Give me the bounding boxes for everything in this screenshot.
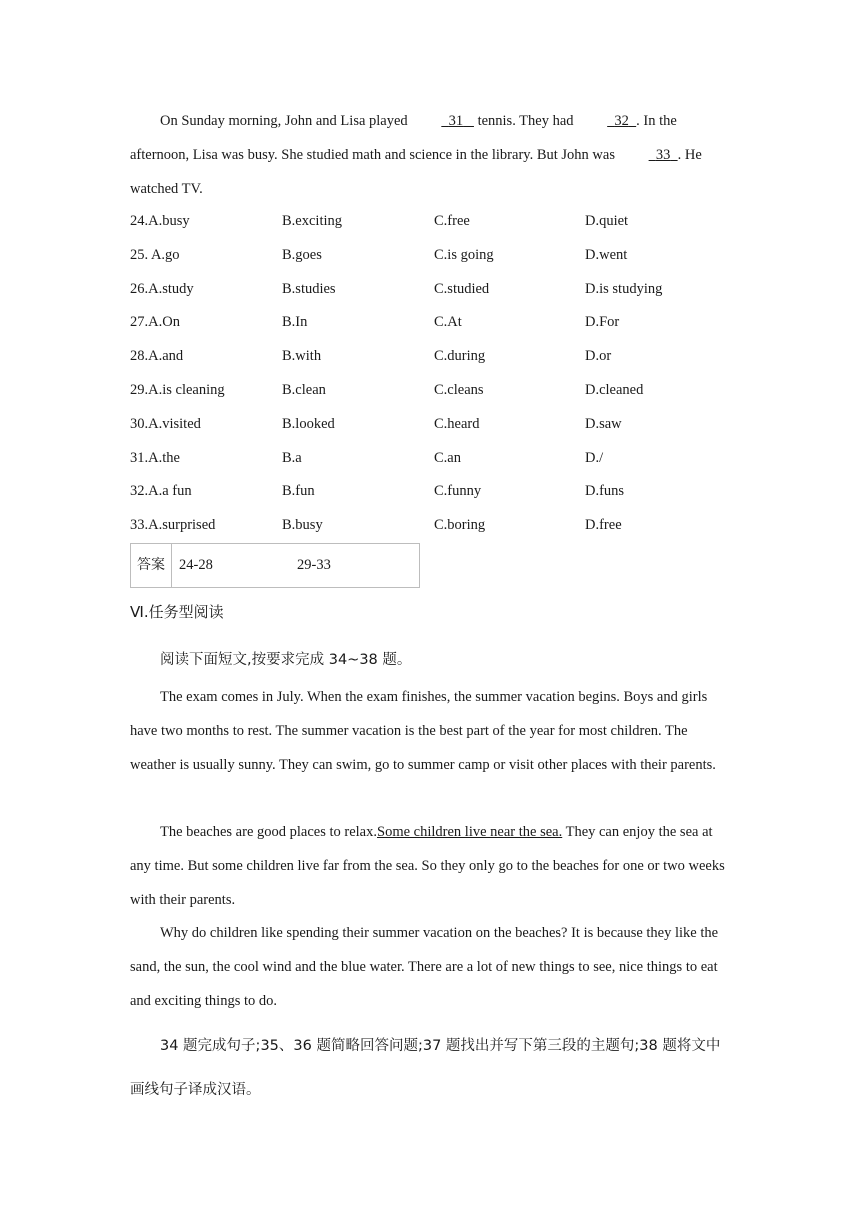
option-row (130, 281, 730, 301)
option-d: D./ (585, 449, 604, 466)
para2-text-before: The beaches are good places to relax. (160, 824, 377, 840)
option-d: D.went (585, 246, 628, 263)
passage-paragraph-2 (130, 815, 730, 917)
option-c: C.free (434, 213, 470, 229)
section-heading: Ⅵ.任务型阅读 (130, 603, 224, 621)
option-c: C.an (434, 449, 461, 466)
option-c: C.studied (434, 280, 490, 297)
option-a: 24.A.busy (130, 213, 190, 229)
option-row (130, 416, 730, 436)
option-b: B.studies (282, 280, 336, 297)
section-instruction: 阅读下面短文,按要求完成 34~38 题。 (160, 652, 412, 668)
option-b: B.fun (282, 483, 315, 500)
option-c: C.cleans (434, 382, 484, 398)
option-a: 29.A.is cleaning (130, 382, 225, 398)
blank-33 (619, 138, 678, 172)
option-row (130, 483, 730, 503)
blank-31 (411, 104, 474, 138)
cloze-text-4: . He watched TV. (130, 147, 702, 197)
option-row (130, 382, 730, 402)
option-b: B.a (282, 449, 302, 466)
option-a: 33.A.surprised (130, 517, 216, 534)
para2-text-after: They can enjoy the sea at any time. But some children live far from the sea. So they only go to the beaches for one or two weeks with their parents. (130, 824, 725, 908)
option-b: B.looked (282, 415, 335, 432)
option-d: D.saw (585, 415, 622, 432)
blank-31-number: 31 (448, 113, 464, 129)
option-b: B.goes (282, 246, 322, 263)
option-c: C.is going (434, 246, 494, 263)
answer-label: 答案 (131, 544, 172, 587)
option-b: B.In (282, 314, 308, 331)
passage-paragraph-3: Why do children like spending their summer vacation on the beaches? It is because they like the sand, the sun, the cool wind and the blue water. There are a lot of new things to see, nice things to eat and exciting things to do. (130, 925, 719, 1009)
blank-32-number: 32 (614, 113, 629, 129)
option-c: C.At (434, 314, 462, 331)
option-b: B.with (282, 348, 322, 365)
option-d: D.free (585, 517, 622, 534)
answer-range-29-33: 29-33 (297, 557, 331, 573)
option-a: 27.A.On (130, 314, 180, 331)
option-row (130, 314, 730, 334)
option-row (130, 213, 730, 233)
option-c: C.during (434, 348, 486, 365)
cloze-text-3: . In the afternoon, Lisa was busy. She studied math and science in the library. But John was (130, 113, 677, 163)
option-c: C.funny (434, 483, 482, 500)
cloze-text-2: tennis. They had (473, 113, 578, 129)
cloze-paragraph (130, 104, 730, 206)
option-row (130, 450, 730, 470)
option-d: D.cleaned (585, 382, 644, 398)
option-a: 32.A.a fun (130, 483, 192, 500)
option-a: 31.A.the (130, 449, 180, 466)
option-a: 26.A.study (130, 280, 194, 297)
option-d: D.or (585, 348, 612, 365)
option-d: D.is studying (585, 280, 663, 297)
option-b: B.clean (282, 382, 326, 398)
option-row (130, 517, 730, 537)
option-c: C.boring (434, 517, 486, 534)
option-b: B.exciting (282, 213, 343, 229)
blank-32 (577, 104, 636, 138)
option-d: D.quiet (585, 213, 629, 229)
option-d: D.funs (585, 483, 625, 500)
option-b: B.busy (282, 517, 323, 534)
answer-range-24-28: 24-28 (179, 557, 213, 573)
option-c: C.heard (434, 415, 480, 432)
option-d: D.For (585, 314, 620, 331)
cloze-text-1: On Sunday morning, John and Lisa played (160, 113, 412, 129)
option-row (130, 247, 730, 267)
blank-33-number: 33 (655, 147, 671, 163)
option-a: 30.A.visited (130, 415, 201, 432)
answer-box (130, 543, 420, 588)
option-a: 25. A.go (130, 246, 180, 263)
task-instruction: 34 题完成句子;35、36 题简略回答问题;37 题找出并写下第三段的主题句;38 题将文中画线句子译成汉语。 (130, 1038, 721, 1098)
passage-paragraph-1: The exam comes in July. When the exam finishes, the summer vacation begins. Boys and girls have two months to rest. The summer vacation is the best part of the year for most children. The weather is usually sunny. They can swim, go to summer camp or visit other places with their parents. (130, 689, 716, 773)
underlined-sentence: Some children live near the sea. (377, 824, 563, 840)
option-row (130, 348, 730, 368)
option-a: 28.A.and (130, 348, 184, 365)
